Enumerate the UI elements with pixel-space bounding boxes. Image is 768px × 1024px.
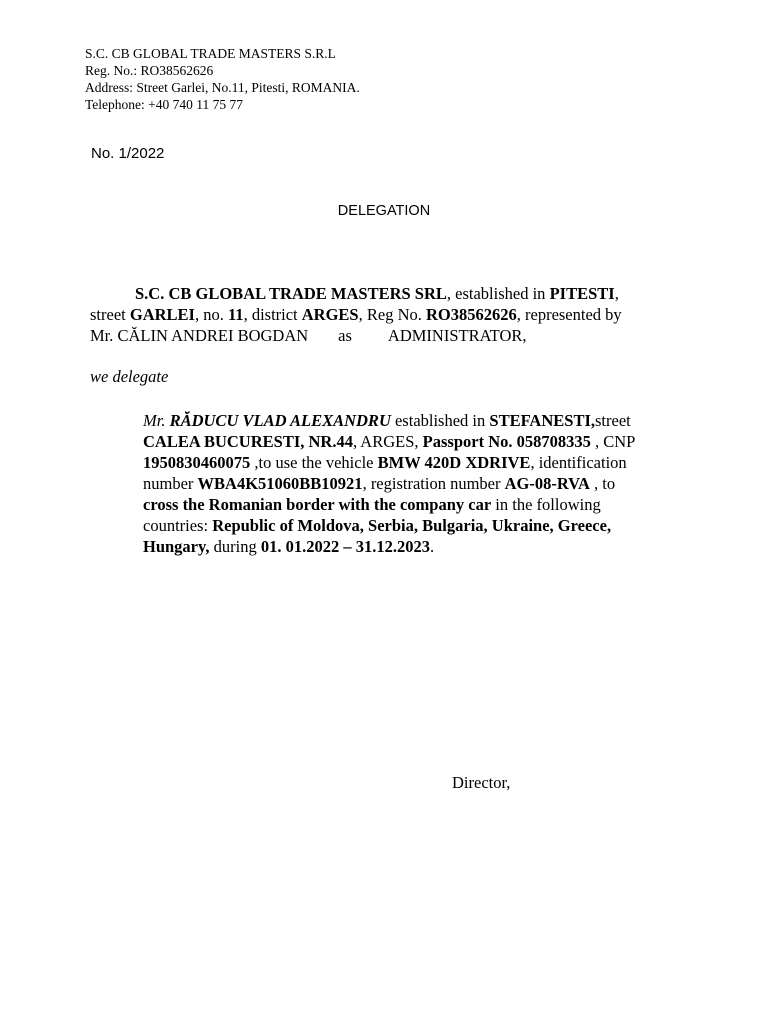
document-title: DELEGATION (337, 203, 431, 219)
delegation-paragraph (143, 410, 703, 557)
letterhead-company-name: S.C. CB GLOBAL TRADE MASTERS S.R.L (85, 46, 336, 61)
company-street-number: 11 (227, 305, 244, 324)
intro-line-2: street GARLEI, no. 11, district ARGES, Reg No. RO38562626, represented by (90, 305, 622, 324)
company-letterhead (85, 45, 360, 113)
delegation-line-1: Mr. RĂDUCU VLAD ALEXANDRU established in STEFANESTI,street (143, 411, 631, 430)
delegate-name: RĂDUCU VLAD ALEXANDRU (169, 411, 391, 430)
vehicle-vin: WBA4K51060BB10921 (197, 474, 363, 493)
delegation-line-5: cross the Romanian border with the company car in the following (143, 495, 601, 514)
cnp-number: 1950830460075 (143, 453, 251, 472)
representative-role: ADMINISTRATOR, (387, 326, 527, 345)
we-delegate-text: we delegate (90, 367, 169, 386)
director-signature-label: Director, (452, 773, 511, 792)
intro-line-3: Mr. CĂLIN ANDREI BOGDAN as ADMINISTRATOR, (90, 326, 527, 345)
delegation-line-6: countries: Republic of Moldova, Serbia, Bulgaria, Ukraine, Greece, (143, 516, 612, 535)
company-district: ARGES (301, 305, 359, 324)
delegation-line-7: Hungary, during 01. 01.2022 – 31.12.2023. (143, 537, 435, 556)
letterhead-reg-number: Reg. No.: RO38562626 (85, 63, 214, 78)
representative-name: Mr. CĂLIN ANDREI BOGDAN (90, 326, 309, 345)
passport-number: Passport No. 058708335 (422, 432, 591, 451)
company-name: S.C. CB GLOBAL TRADE MASTERS SRL (135, 284, 447, 303)
company-street: GARLEI (129, 305, 195, 324)
vehicle-model: BMW 420D XDRIVE (377, 453, 531, 472)
delegate-city: STEFANESTI, (489, 411, 595, 430)
company-city: PITESTI (549, 284, 615, 303)
letterhead-telephone: Telephone: +40 740 11 75 77 (85, 97, 244, 112)
delegation-purpose: cross the Romanian border with the company car (143, 495, 492, 514)
intro-paragraph (90, 283, 690, 346)
delegation-line-2: CALEA BUCURESTI, NR.44, ARGES, Passport No. 058708335 , CNP (143, 432, 636, 451)
delegation-line-3: 1950830460075 ,to use the vehicle BMW 420D XDRIVE, identification (143, 453, 627, 472)
vehicle-plate: AG-08-RVA (504, 474, 590, 493)
document-number: No. 1/2022 (91, 145, 165, 162)
intro-line-1: S.C. CB GLOBAL TRADE MASTERS SRL, established in PITESTI, (135, 284, 619, 303)
delegation-line-4: number WBA4K51060BB10921, registration number AG-08-RVA , to (143, 474, 616, 493)
validity-period: 01. 01.2022 – 31.12.2023 (260, 537, 430, 556)
countries-list-end: Hungary, (143, 537, 210, 556)
company-reg-number: RO38562626 (426, 305, 517, 324)
delegate-street: CALEA BUCURESTI, NR.44 (143, 432, 353, 451)
countries-list: Republic of Moldova, Serbia, Bulgaria, Ukraine, Greece, (212, 516, 612, 535)
letterhead-address: Address: Street Garlei, No.11, Pitesti, ROMANIA. (85, 80, 360, 95)
